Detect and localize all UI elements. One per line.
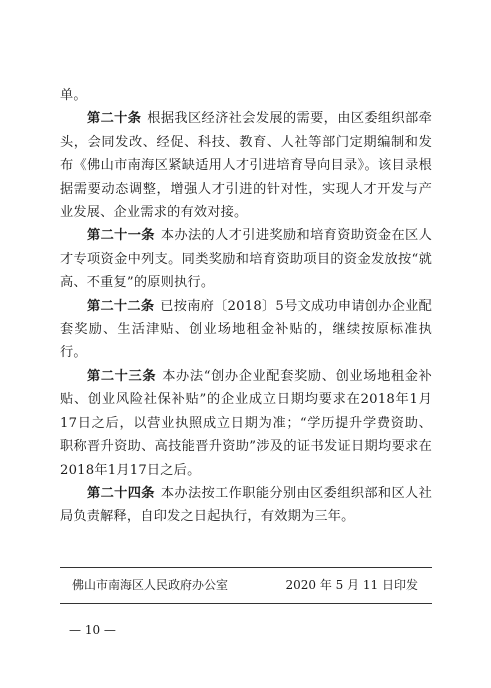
- article-21-label: 第二十一条: [87, 228, 155, 244]
- article-24: [60, 482, 432, 529]
- issuer-name: 佛山市南海区人民政府办公室: [72, 578, 229, 592]
- issue-date: 2020 年 5 月 11 日印发: [285, 578, 418, 592]
- footer-bottom-rule: [60, 603, 432, 604]
- article-24-label: 第二十四条: [87, 485, 155, 501]
- article-21-text: 本办法的人才引进奖励和培育资助资金在区人才专项资金中列支。同类奖励和培育资助项目的资金发放按“就高、不重复”的原则执行。: [60, 228, 433, 291]
- article-20-text: 根据我区经济社会发展的需要，由区委组织部牵头，会同发改、经促、科技、教育、人社等部门定期编制和发布《佛山市南海区紧缺适用人才引进培育导向目录》。该目录根据需要动态调整，增强人才引进的针对性，实现人才开发与产业发展、企业需求的有效对接。: [60, 111, 432, 221]
- article-23-text: 本办法“创办企业配套奖励、创业场地租金补贴、创业风险社保补贴”的企业成立日期均要求在2018年1月17日之后，以营业执照成立日期为准；“学历提升学费资助、职称晋升资助、高技能晋升资助”涉及的证书发证日期均要求在2018年1月17日之后。: [60, 368, 433, 478]
- lead-line: 单。: [60, 88, 87, 103]
- document-body: [60, 84, 432, 529]
- page-number: — 10 —: [69, 623, 116, 637]
- article-20-label: 第二十条: [87, 111, 142, 127]
- article-21: [60, 224, 432, 294]
- article-22: [60, 295, 432, 365]
- article-23-label: 第二十三条: [87, 368, 157, 384]
- article-22-label: 第二十二条: [87, 298, 155, 314]
- article-20: [60, 107, 432, 224]
- issuance-footer: [72, 575, 418, 595]
- footer-top-rule: [60, 567, 432, 568]
- article-24-text: 本办法按工作职能分别由区委组织部和区人社局负责解释，自印发之日起执行，有效期为三年。: [60, 485, 433, 525]
- article-22-text: 已按南府〔2018〕5号文成功申请创办企业配套奖励、生活津贴、创业场地租金补贴的，继续按原标准执行。: [60, 298, 433, 361]
- article-23: [60, 365, 432, 482]
